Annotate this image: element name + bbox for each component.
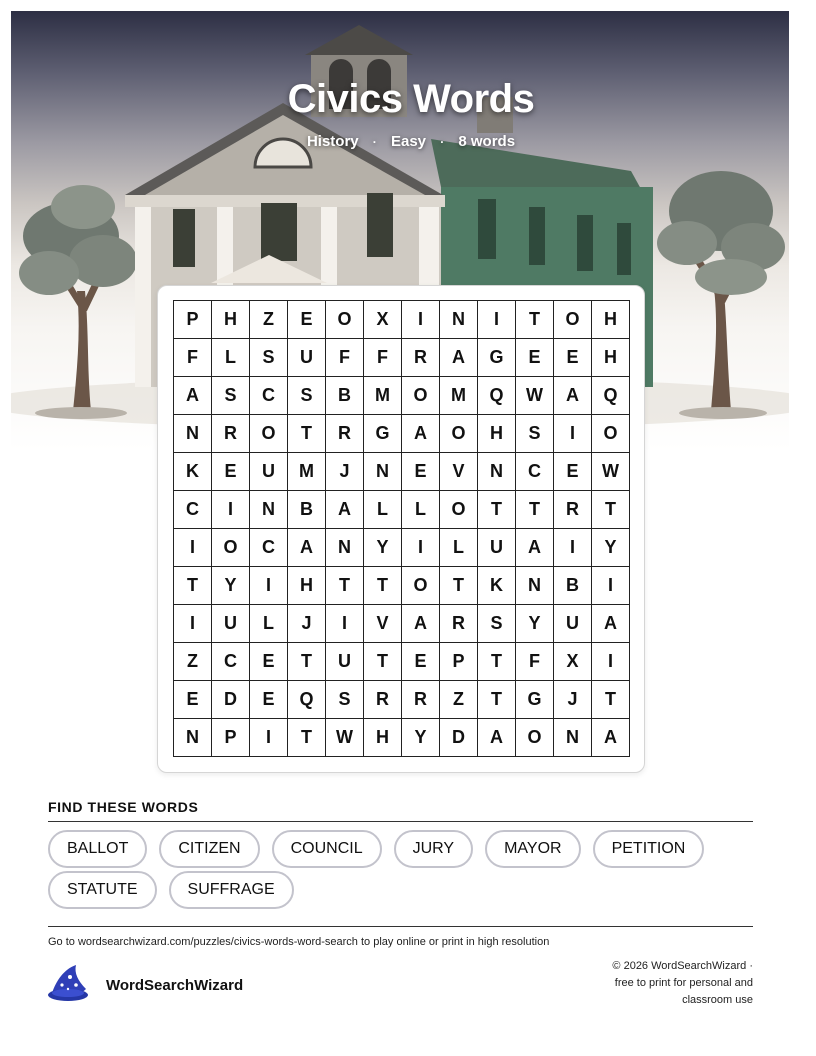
grid-cell[interactable]: I (174, 529, 212, 567)
grid-cell[interactable]: H (478, 415, 516, 453)
grid-cell[interactable]: P (212, 719, 250, 757)
category-label: History (306, 133, 359, 150)
grid-cell[interactable]: A (478, 719, 516, 757)
grid-cell[interactable]: U (250, 453, 288, 491)
grid-cell[interactable]: N (440, 301, 478, 339)
difficulty-label: Easy (390, 133, 427, 150)
grid-cell[interactable]: O (326, 301, 364, 339)
grid-cell[interactable]: U (326, 643, 364, 681)
grid-cell[interactable]: A (326, 491, 364, 529)
grid-cell[interactable]: N (174, 415, 212, 453)
grid-cell[interactable]: M (440, 377, 478, 415)
grid-cell[interactable]: S (288, 377, 326, 415)
grid-cell[interactable]: Q (592, 377, 630, 415)
brand-name: WordSearchWizard (106, 977, 244, 994)
grid-cell[interactable]: O (402, 567, 440, 605)
grid-cell[interactable]: T (364, 643, 402, 681)
grid-cell[interactable]: A (402, 415, 440, 453)
grid-cell[interactable]: O (440, 415, 478, 453)
grid-cell[interactable]: N (364, 453, 402, 491)
grid-cell[interactable]: T (326, 567, 364, 605)
word-pill-suffrage: SUFFRAGE (169, 871, 294, 909)
grid-cell[interactable]: R (402, 339, 440, 377)
grid-cell[interactable]: S (478, 605, 516, 643)
grid-cell[interactable]: H (592, 301, 630, 339)
grid-cell[interactable]: P (440, 643, 478, 681)
grid-cell[interactable]: O (250, 415, 288, 453)
grid-cell[interactable]: J (326, 453, 364, 491)
grid-cell[interactable]: B (288, 491, 326, 529)
grid-cell[interactable]: E (554, 339, 592, 377)
grid-cell[interactable]: E (402, 643, 440, 681)
grid-cell[interactable]: R (440, 605, 478, 643)
grid-cell[interactable]: T (592, 681, 630, 719)
meta-separator: · (372, 135, 377, 149)
grid-cell[interactable]: O (554, 301, 592, 339)
grid-cell[interactable]: H (288, 567, 326, 605)
grid-cell[interactable]: L (250, 605, 288, 643)
grid-cell[interactable]: L (212, 339, 250, 377)
grid-cell[interactable]: M (364, 377, 402, 415)
grid-cell[interactable]: U (478, 529, 516, 567)
grid-cell[interactable]: H (592, 339, 630, 377)
grid-cell[interactable]: S (326, 681, 364, 719)
puzzle-meta (11, 133, 789, 150)
grid-cell[interactable]: A (174, 377, 212, 415)
grid-cell[interactable]: I (250, 719, 288, 757)
word-pill-ballot: BALLOT (48, 830, 147, 868)
divider (48, 821, 753, 822)
copyright-notice (553, 958, 753, 1009)
grid-cell[interactable]: A (592, 605, 630, 643)
grid-cell[interactable]: N (554, 719, 592, 757)
grid-cell[interactable]: L (364, 491, 402, 529)
grid-cell[interactable]: I (326, 605, 364, 643)
word-pill-jury: JURY (394, 830, 474, 868)
word-count-label: 8 words (458, 133, 516, 150)
grid-cell[interactable]: Y (364, 529, 402, 567)
grid-cell[interactable]: T (516, 491, 554, 529)
grid-cell[interactable]: A (402, 605, 440, 643)
wizard-hat-icon (46, 963, 92, 1008)
grid-cell[interactable]: E (402, 453, 440, 491)
copyright-line: © 2026 WordSearchWizard · (612, 960, 753, 972)
grid-cell[interactable]: F (364, 339, 402, 377)
grid-cell[interactable]: E (174, 681, 212, 719)
grid-cell[interactable]: T (440, 567, 478, 605)
grid-cell[interactable]: F (516, 643, 554, 681)
word-pill-mayor: MAYOR (485, 830, 580, 868)
grid-cell[interactable]: I (212, 491, 250, 529)
grid-cell[interactable]: I (402, 301, 440, 339)
grid-cell[interactable]: T (288, 415, 326, 453)
grid-cell[interactable]: A (554, 377, 592, 415)
grid-cell[interactable]: G (478, 339, 516, 377)
grid-cell[interactable]: M (288, 453, 326, 491)
grid-cell[interactable]: T (478, 681, 516, 719)
grid-cell[interactable]: Z (174, 643, 212, 681)
grid-cell[interactable]: E (554, 453, 592, 491)
grid-cell[interactable]: T (478, 643, 516, 681)
grid-cell[interactable]: O (516, 719, 554, 757)
grid-cell[interactable]: C (212, 643, 250, 681)
grid-cell[interactable]: E (250, 681, 288, 719)
grid-cell[interactable]: Q (478, 377, 516, 415)
grid-cell[interactable]: I (402, 529, 440, 567)
puzzle-title: Civics Words (287, 77, 535, 121)
grid-cell[interactable]: K (174, 453, 212, 491)
grid-cell[interactable]: B (554, 567, 592, 605)
grid-cell[interactable]: A (288, 529, 326, 567)
grid-cell[interactable]: P (174, 301, 212, 339)
grid-cell[interactable]: I (554, 529, 592, 567)
grid-cell[interactable]: I (592, 567, 630, 605)
grid-cell[interactable]: W (516, 377, 554, 415)
word-bank (48, 830, 758, 909)
grid-cell[interactable]: X (554, 643, 592, 681)
copyright-line: free to print for personal and (614, 977, 753, 989)
grid-cell[interactable]: N (516, 567, 554, 605)
grid-cell[interactable]: T (516, 301, 554, 339)
grid-cell[interactable]: C (516, 453, 554, 491)
grid-cell[interactable]: I (554, 415, 592, 453)
grid-cell[interactable]: S (516, 415, 554, 453)
word-pill-council: COUNCIL (272, 830, 382, 868)
grid-cell[interactable]: C (250, 377, 288, 415)
grid-cell[interactable]: G (364, 415, 402, 453)
grid-cell[interactable]: D (212, 681, 250, 719)
grid-cell[interactable]: N (174, 719, 212, 757)
grid-cell[interactable]: R (364, 681, 402, 719)
grid-cell[interactable]: E (516, 339, 554, 377)
grid-cell[interactable]: R (212, 415, 250, 453)
grid-cell[interactable]: U (212, 605, 250, 643)
play-online-link[interactable]: Go to wordsearchwizard.com/puzzles/civics-words-word-search to play online or print in high resolution (48, 936, 550, 948)
grid-cell[interactable]: A (440, 339, 478, 377)
grid-cell[interactable]: E (250, 643, 288, 681)
grid-cell[interactable]: G (516, 681, 554, 719)
grid-cell[interactable]: I (478, 301, 516, 339)
grid-cell[interactable]: U (554, 605, 592, 643)
grid-cell[interactable]: Y (212, 567, 250, 605)
grid-cell[interactable]: E (212, 453, 250, 491)
grid-cell[interactable]: R (402, 681, 440, 719)
divider (48, 926, 753, 927)
grid-cell[interactable]: O (592, 415, 630, 453)
grid-cell[interactable]: S (212, 377, 250, 415)
grid-cell[interactable]: Z (250, 301, 288, 339)
grid-cell[interactable]: T (478, 491, 516, 529)
grid-cell[interactable]: T (174, 567, 212, 605)
grid-cell[interactable]: R (326, 415, 364, 453)
grid-cell[interactable]: N (326, 529, 364, 567)
grid-cell[interactable]: U (288, 339, 326, 377)
grid-cell[interactable]: D (440, 719, 478, 757)
grid-cell[interactable]: E (288, 301, 326, 339)
grid-cell[interactable]: T (288, 643, 326, 681)
grid-cell[interactable]: C (250, 529, 288, 567)
grid-cell[interactable]: W (326, 719, 364, 757)
grid-cell[interactable]: A (516, 529, 554, 567)
grid-cell[interactable]: S (250, 339, 288, 377)
grid-cell[interactable]: N (478, 453, 516, 491)
word-pill-citizen: CITIZEN (159, 830, 259, 868)
grid-cell[interactable]: I (174, 605, 212, 643)
grid-cell[interactable]: R (554, 491, 592, 529)
puzzle-card (157, 285, 645, 773)
copyright-line: classroom use (682, 994, 753, 1006)
grid-cell[interactable]: X (364, 301, 402, 339)
grid-cell[interactable]: V (440, 453, 478, 491)
grid-cell[interactable]: V (364, 605, 402, 643)
grid-cell[interactable]: H (212, 301, 250, 339)
grid-cell[interactable]: H (364, 719, 402, 757)
right-tree (657, 171, 785, 419)
grid-cell[interactable]: T (364, 567, 402, 605)
grid-cell[interactable]: O (402, 377, 440, 415)
brand[interactable] (46, 963, 243, 1008)
grid-cell[interactable]: N (250, 491, 288, 529)
grid-cell[interactable]: F (326, 339, 364, 377)
grid-cell[interactable]: J (288, 605, 326, 643)
grid-cell[interactable]: J (554, 681, 592, 719)
word-pill-petition: PETITION (593, 830, 705, 868)
grid-cell[interactable]: W (592, 453, 630, 491)
letter-grid[interactable] (173, 300, 630, 757)
grid-cell[interactable]: T (592, 491, 630, 529)
grid-cell[interactable]: A (592, 719, 630, 757)
grid-cell[interactable]: L (402, 491, 440, 529)
word-bank-heading: FIND THESE WORDS (48, 799, 199, 815)
grid-cell[interactable]: Y (516, 605, 554, 643)
grid-cell[interactable]: C (174, 491, 212, 529)
grid-cell[interactable]: O (440, 491, 478, 529)
grid-cell[interactable]: L (440, 529, 478, 567)
grid-cell[interactable]: Y (402, 719, 440, 757)
grid-cell[interactable]: T (288, 719, 326, 757)
grid-cell[interactable]: Z (440, 681, 478, 719)
grid-cell[interactable]: Y (592, 529, 630, 567)
grid-cell[interactable]: Q (288, 681, 326, 719)
grid-cell[interactable]: O (212, 529, 250, 567)
grid-cell[interactable]: B (326, 377, 364, 415)
grid-cell[interactable]: I (250, 567, 288, 605)
word-pill-statute: STATUTE (48, 871, 157, 909)
grid-cell[interactable]: F (174, 339, 212, 377)
grid-cell[interactable]: I (592, 643, 630, 681)
grid-cell[interactable]: K (478, 567, 516, 605)
meta-separator: · (440, 135, 445, 149)
